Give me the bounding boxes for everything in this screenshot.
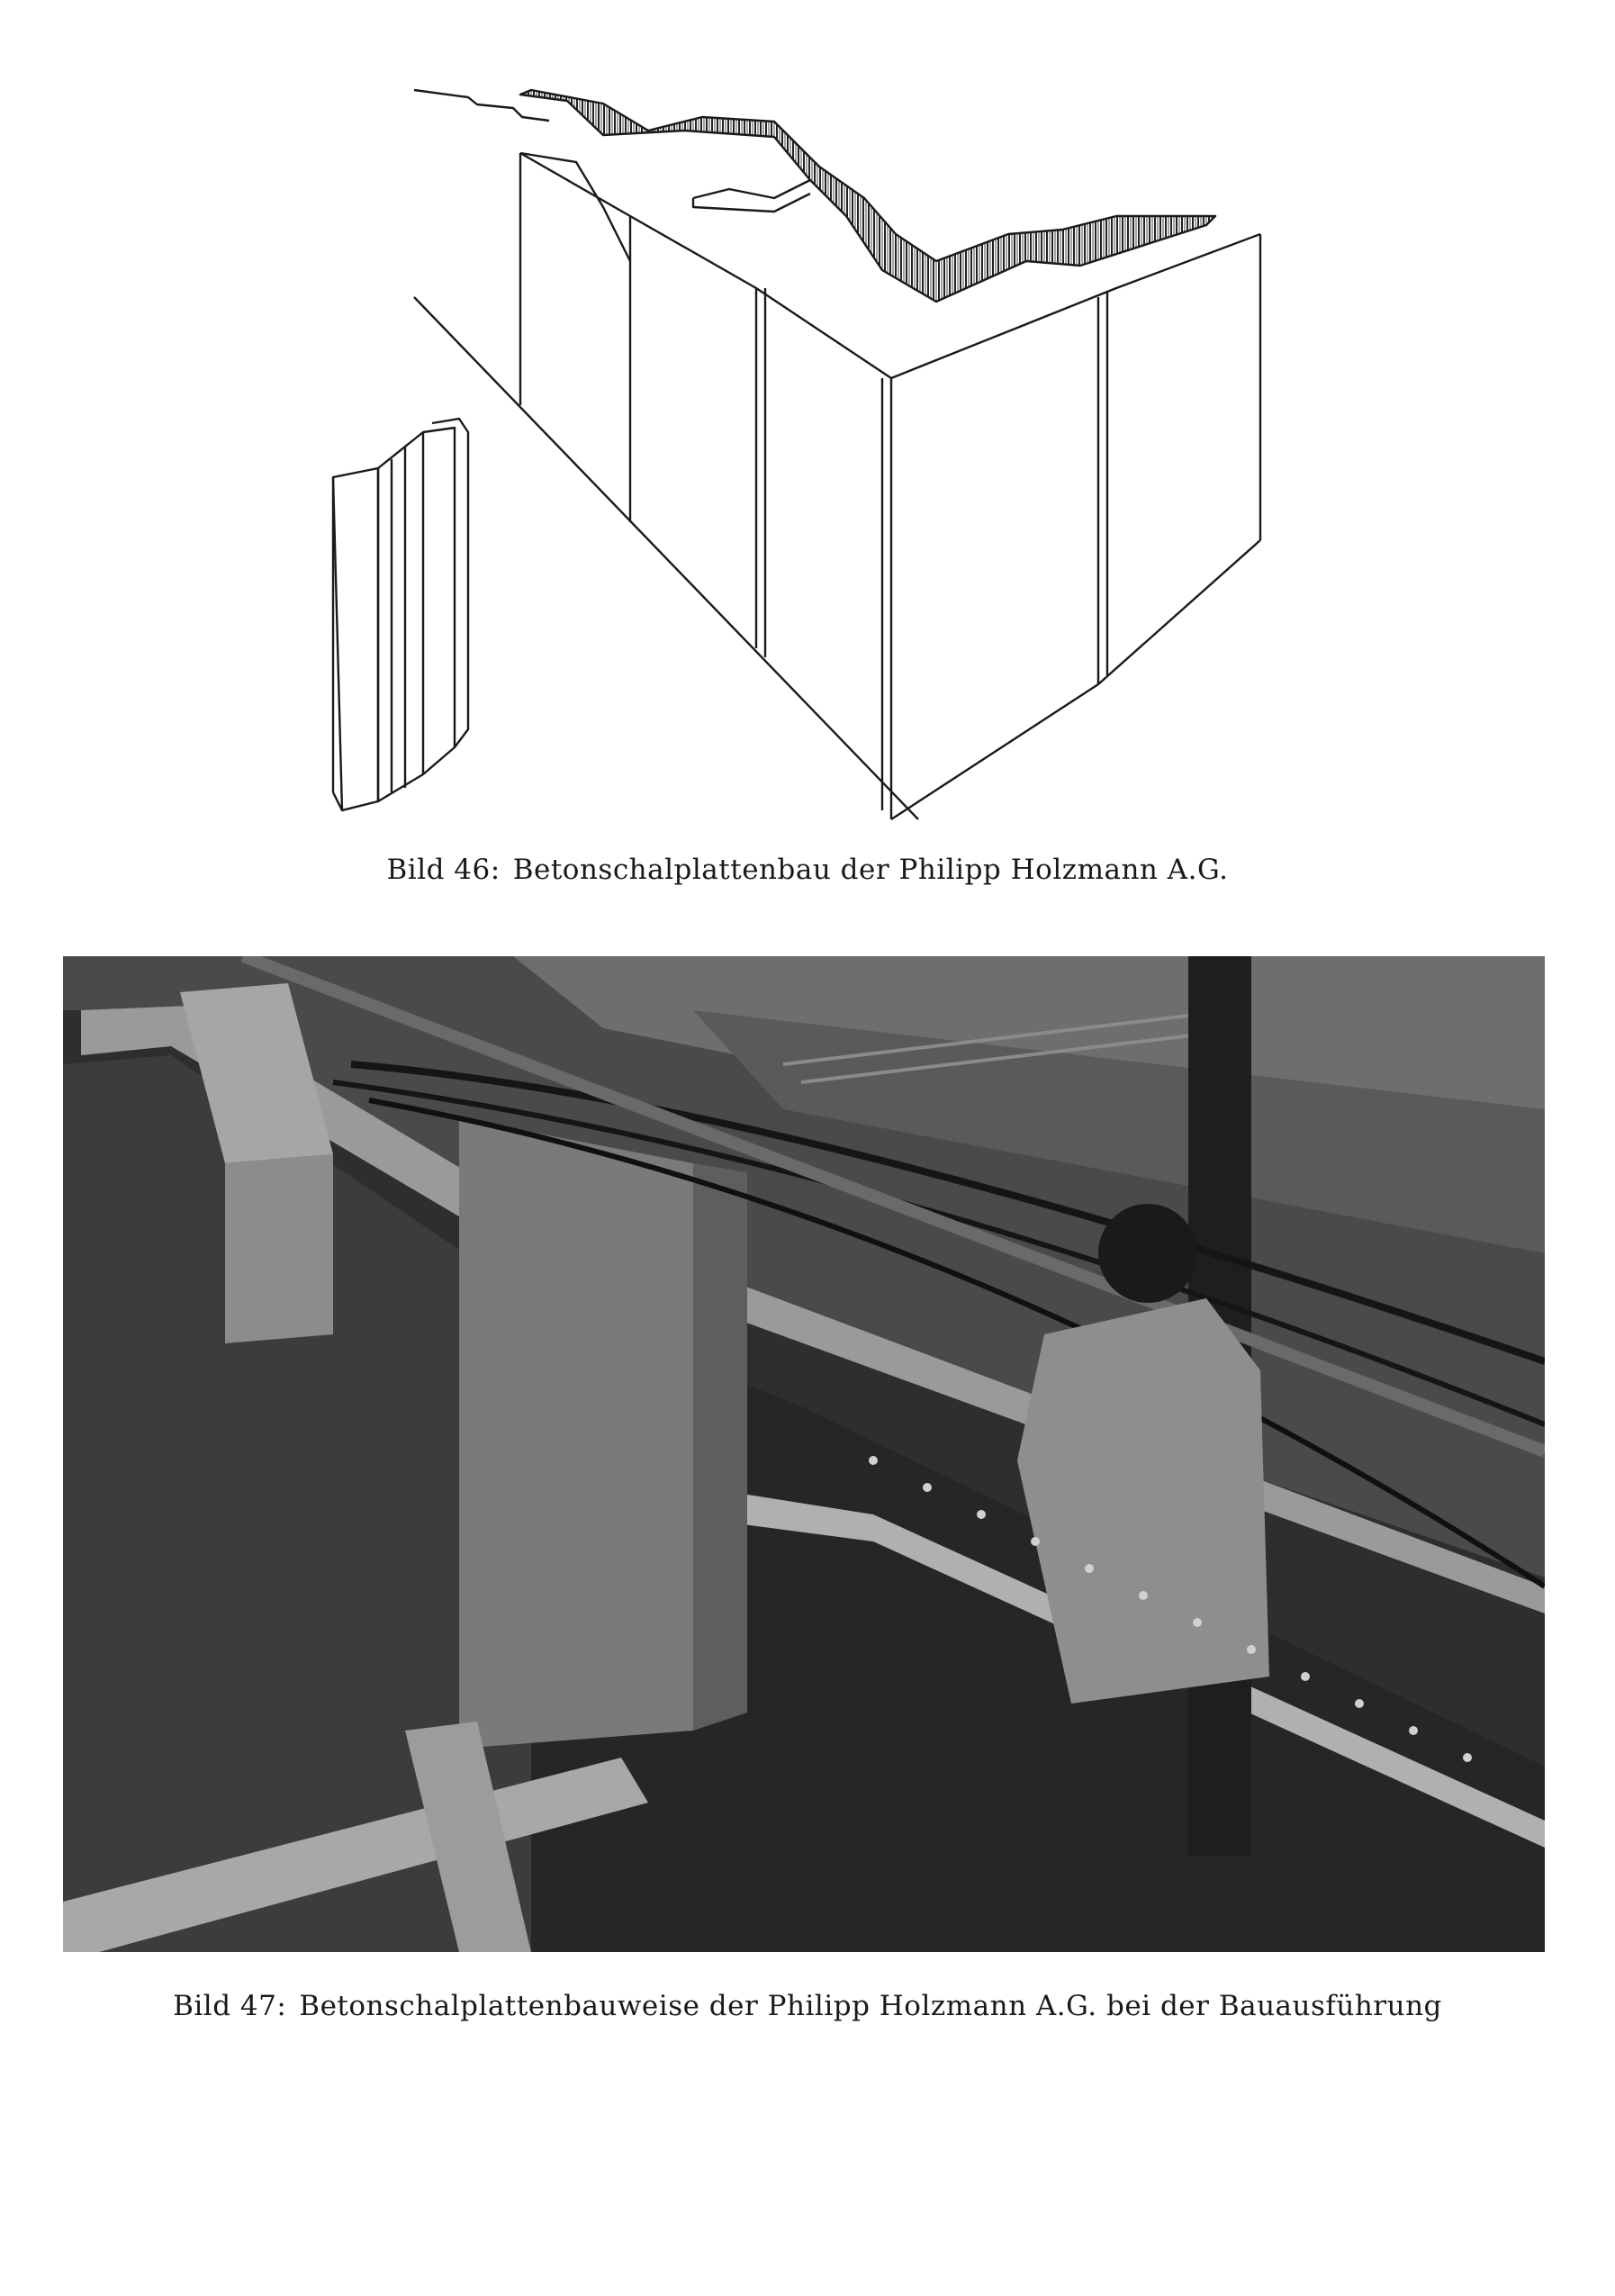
figure-47-photograph [63,956,1545,1952]
figure-46-drawing [306,81,1287,828]
figure-47-caption [0,1990,1615,2022]
figure-46-caption [0,854,1615,886]
formwork-line-drawing [306,81,1287,828]
figure-46-caption-text: Betonschalplattenbau der Philipp Holzmann A.G. [512,854,1229,886]
figure-47-label: Bild 47: [173,1990,287,2022]
figure-47-caption-text: Betonschalplattenbauweise der Philipp Holzmann A.G. bei der Bauausführung [299,1990,1442,2022]
figure-46-label: Bild 46: [386,854,501,886]
construction-site-photo [63,956,1545,1952]
